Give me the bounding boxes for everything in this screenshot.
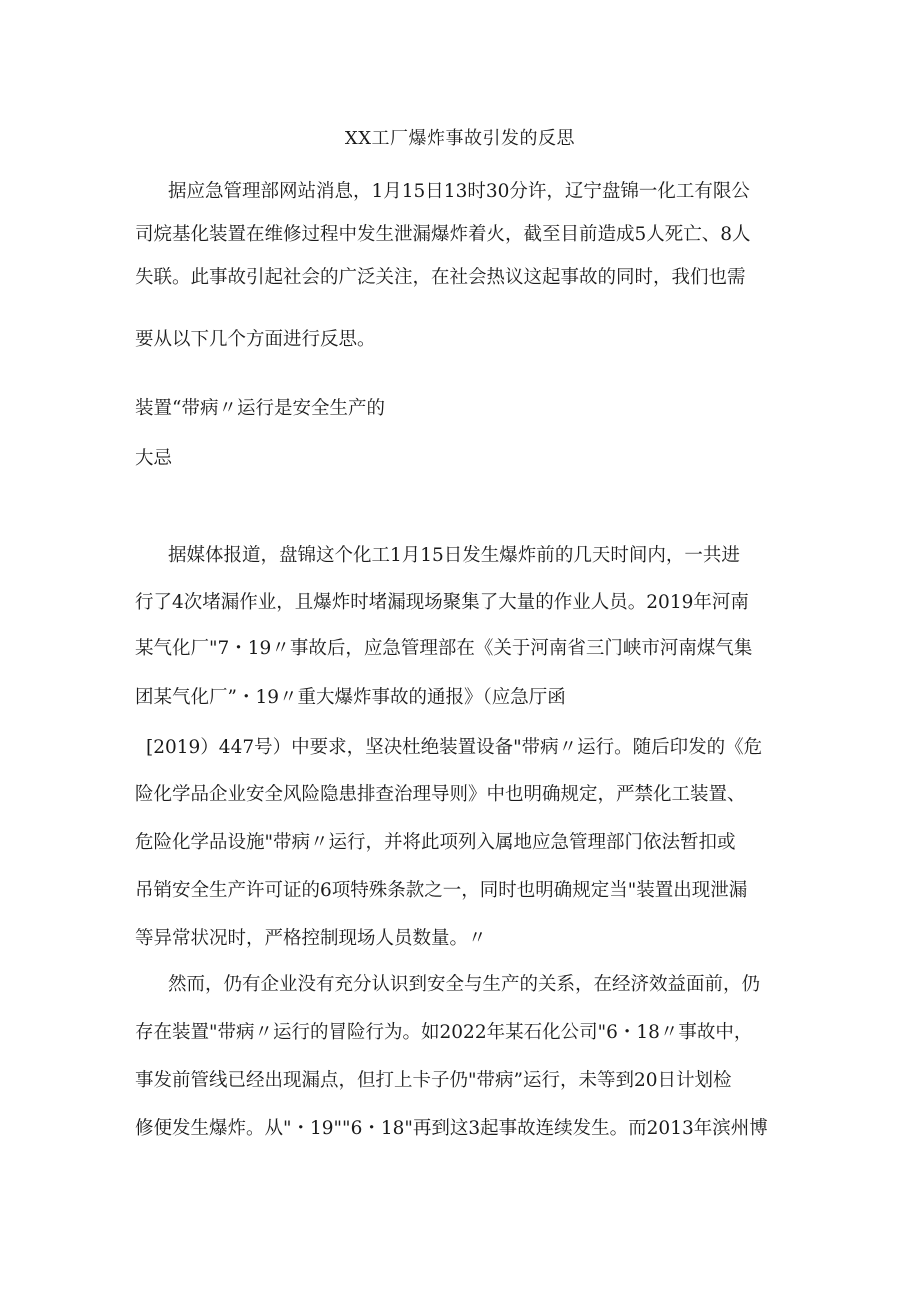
paragraph-2-line-2: 行了4次堵漏作业，且爆炸时堵漏现场聚集了大量的作业人员。2019年河南: [135, 592, 749, 613]
paragraph-3-line-2: 存在装置"带病〃运行的冒险行为。如2022年某石化公司"6・18〃事故中，: [135, 1022, 753, 1043]
paragraph-3-line-3: 事发前管线已经出现漏点，但打上卡子仍"带病”运行，未等到20日计划检: [135, 1070, 732, 1091]
section-heading-line-1: 装置“带病〃运行是安全生产的: [135, 398, 385, 419]
document-title: XX工厂爆炸事故引发的反思: [344, 128, 576, 149]
paragraph-3-line-4: 修便发生爆炸。从"・19""6・18"再到这3起事故连续发生。而2013年滨州博: [135, 1118, 768, 1139]
paragraph-1-line-3: 失联。此事故引起社会的广泛关注，在社会热议这起事故的同时，我们也需: [135, 267, 746, 288]
paragraph-2-line-7: 危险化学品设施"带病〃运行，并将此项列入属地应急管理部门依法暂扣或: [135, 832, 736, 853]
paragraph-2-line-4: 团某气化厂”・19〃重大爆炸事故的通报》（应急厅函: [135, 687, 566, 708]
paragraph-2-line-3: 某气化厂"7・19〃事故后，应急管理部在《关于河南省三门峡市河南煤气集: [135, 638, 753, 659]
paragraph-2-line-1: 据媒体报道，盘锦这个化工1月15日发生爆炸前的几天时间内，一共进: [168, 545, 740, 566]
paragraph-1-line-2: 司烷基化装置在维修过程中发生泄漏爆炸着火，截至目前造成5人死亡、8人: [135, 224, 751, 245]
paragraph-2-line-6: 险化学品企业安全风险隐患排查治理导则》中也明确规定，严禁化工装置、: [135, 784, 746, 805]
section-heading-line-2: 大忌: [135, 448, 173, 469]
paragraph-2-line-8: 吊销安全生产许可证的6项特殊条款之一，同时也明确规定当"装置出现泄漏: [135, 880, 748, 901]
paragraph-3-line-1: 然而，仍有企业没有充分认识到安全与生产的关系，在经济效益面前，仍: [168, 974, 761, 995]
paragraph-1-line-1: 据应急管理部网站消息，1月15日13时30分许，辽宁盘锦一化工有限公: [168, 181, 750, 202]
paragraph-2-line-5: [2019）447号）中要求，坚决杜绝装置设备"带病〃运行。随后印发的《危: [146, 737, 763, 758]
paragraph-1-line-4: 要从以下几个方面进行反思。: [135, 329, 376, 350]
paragraph-2-line-9: 等异常状况时，严格控制现场人员数量。〃: [135, 928, 487, 949]
